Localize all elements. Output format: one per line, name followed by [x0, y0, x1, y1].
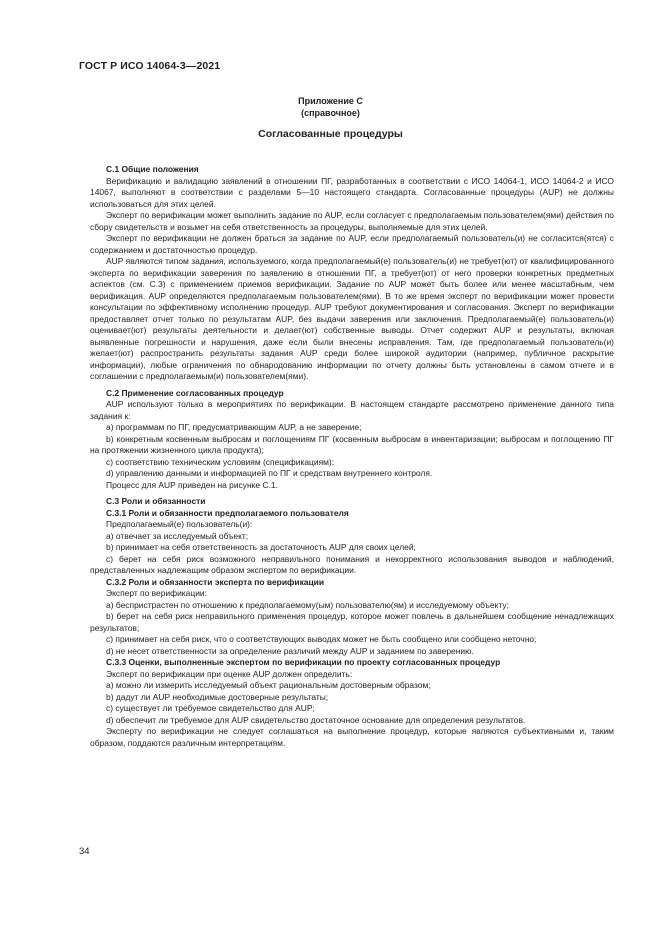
paragraph: Эксперт по верификации при оценке AUP должен определить: — [106, 668, 353, 679]
section-heading: С.3 Роли и обязанности — [106, 496, 206, 506]
section-heading: С.1 Общие положения — [106, 164, 199, 174]
paragraph: d) управлению данными и информацией по ПГ и средствам внутреннего контроля. — [106, 468, 433, 478]
paragraph: AUP используют только в мероприятиях по верификации. В настоящем стандарте рассмотрено применение данного типа задания к: — [90, 399, 614, 421]
paragraph: c) соответствию техническим условиям (спецификациям); — [106, 456, 335, 467]
annex-heading — [0, 95, 661, 119]
paragraph: a) отвечает за исследуемый объект; — [106, 530, 249, 541]
paragraph: b) конкретным косвенным выбросам и поглощениям ПГ (косвенным выбросам в инвентаризации; выбросам и поглощению ПГ на протяжении жизненного цикла продукта); — [90, 433, 614, 455]
paragraph: Эксперт по верификации не должен браться за задание по AUP, если предполагаемый пользователь(и) не согласится(ятся) с содержанием и достаточностью процедур. — [90, 233, 614, 255]
paragraph: Эксперт по верификации может выполнить задание по AUP, если согласует с предполагаемым пользователем(ями) действия по сбору свидетельств и возьмет на себя ответственность за процедуры, выполняемые для этих целей. — [90, 210, 614, 232]
paragraph: a) программам по ПГ, предусматривающим AUP, а не заверение; — [106, 422, 362, 432]
paragraph: b) берет на себя риск неправильного применения процедур, которое может повлечь в дальнейшем сообщение ненадлежащих результатов; — [90, 611, 614, 633]
paragraph: Эксперту по верификации не следует соглашаться на выполнение процедур, которые являются субъективными и, таким образом, поддаются различным интерпретациям. — [90, 726, 614, 748]
annex-type: (справочное) — [301, 108, 360, 118]
paragraph: d) не несет ответственности за определение различий между AUP и заданием по заверению. — [106, 645, 474, 656]
document-body — [90, 164, 614, 749]
paragraph: d) обеспечит ли требуемое для AUP свидетельство достаточное основание для определения результатов. — [106, 714, 526, 725]
paragraph: c) принимает на себя риск, что о соответствующих выводах может не быть сообщено или сообщено неточно; — [106, 634, 537, 644]
section-heading: С.3.2 Роли и обязанности эксперта по верификации — [106, 576, 325, 587]
paragraph: a) беспристрастен по отношению к предполагаемому(ым) пользователю(ям) и исследуемому объекту; — [106, 599, 509, 610]
annex-title: Согласованные процедуры — [258, 128, 403, 140]
paragraph: Верификацию и валидацию заявлений в отношении ПГ, разработанных в соответствии с ИСО 14064-1, ИСО 14064-2 и ИСО 14067, выполняют в соответствии с разделами 5—10 настоящего стандарта. Согласованные процедуры (AUP) не должны использоваться для этих целей. — [90, 175, 614, 209]
section-heading: С.3.1 Роли и обязанности предполагаемого пользователя — [106, 507, 349, 518]
annex-label: Приложение С — [298, 96, 363, 106]
paragraph: Процесс для AUP приведен на рисунке С.1. — [106, 479, 278, 490]
paragraph: b) принимает на себя ответственность за достаточность AUP для своих целей; — [106, 542, 416, 552]
paragraph: Предполагаемый(е) пользователь(и): — [106, 519, 253, 529]
document-header: ГОСТ Р ИСО 14064-3—2021 — [79, 60, 221, 72]
section-heading: С.3.3 Оценки, выполненные экспертом по верификации по проекту согласованных процедур — [106, 657, 501, 667]
paragraph: AUP являются типом задания, используемого, когда предполагаемый(е) пользователь(и) не требует(ют) от квалифицированного эксперта по верификации заверения по заявлению в отношении ПГ, а требует(ют) от него проверки конкретных предметных аспектов (см. С.3) с применением приемов верификации. Задание по AUP может быть более или менее масштабным, чем верификация. AUP определяются предполагаемым пользователем(ями). В то же время эксперт по верификации может провести консультации по эффективному исполнению процедур. AUP требуют документирования и согласования. Эксперт по верификации предоставляет отчет только по результатам AUP, без выдачи заверения или заключения. Предполагаемый(е) пользователь(и) оценивает(ют) результаты деятельности и делает(ют) собственные выводы. Отчет содержит AUP и результаты, включая выявленные погрешности и нарушения, даже если были внесены исправления. Там, где предполагаемый пользователь(и) желает(ют) распространить результаты задания AUP среди более широкой аудитории (например, публичное раскрытие информации), любые ограничения по обнародованию информации по отчету должны быть установлены в самом отчете и в соглашении с предполагаемым(и) пользователем(ями). — [90, 256, 614, 381]
paragraph: b) дадут ли AUP необходимые достоверные результаты; — [106, 691, 329, 702]
paragraph: Эксперт по верификации: — [106, 588, 207, 598]
page-number: 34 — [79, 846, 90, 857]
paragraph: a) можно ли измерить исследуемый объект рациональным достоверным образом; — [106, 680, 431, 690]
paragraph: c) существует ли требуемое свидетельство для AUP; — [106, 703, 315, 713]
paragraph: c) берет на себя риск возможного неправильного понимания и некорректного использования выводов и наблюдений, представленных надлежащим образом экспертом по верификации. — [90, 553, 614, 575]
section-heading: С.2 Применение согласованных процедур — [106, 387, 284, 398]
